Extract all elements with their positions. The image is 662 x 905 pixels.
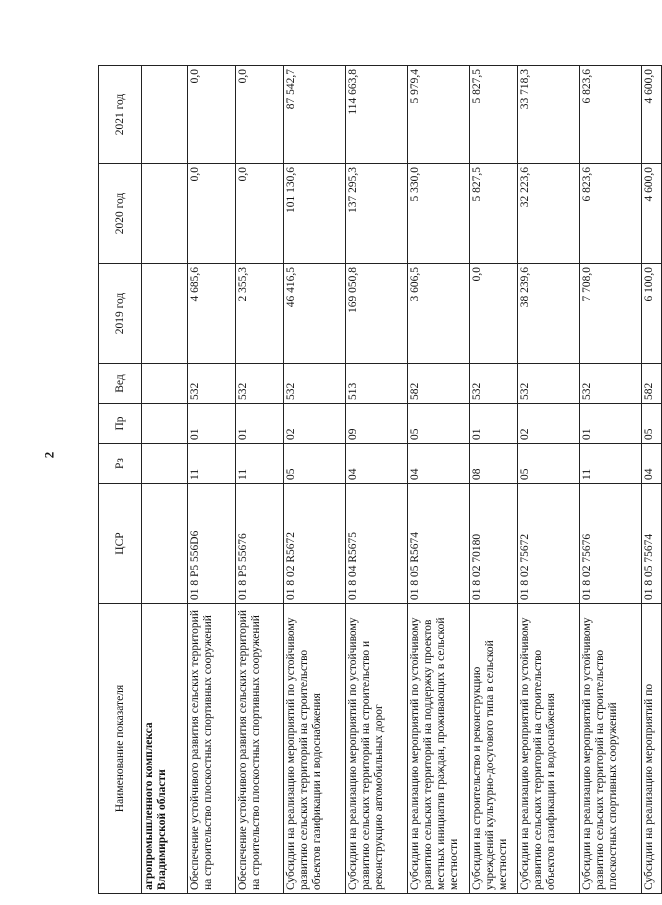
cell-rz: 04 xyxy=(346,444,408,484)
cell-ved: 532 xyxy=(518,364,580,404)
org-line: агропромышленного комплекса xyxy=(143,722,155,890)
cell-y2021: 5 979,4 xyxy=(408,66,470,164)
empty-cell xyxy=(142,364,188,404)
table-row xyxy=(580,66,642,894)
cell-y2019: 3 606,5 xyxy=(408,264,470,364)
cell-pr: 01 xyxy=(188,404,236,444)
cell-y2020: 5 827,5 xyxy=(470,164,518,264)
cell-y2019: 2 355,3 xyxy=(236,264,284,364)
cell-pr: 02 xyxy=(284,404,346,444)
cell-name: Субсидии на реализацию мероприятий по устойчивому развитию сельских территорий на строительство объектов газификации и водоснабжения xyxy=(284,604,346,894)
cell-y2021: 4 600,0 xyxy=(642,66,662,164)
header-pr: Пр xyxy=(99,404,142,444)
cell-ved: 582 xyxy=(642,364,662,404)
cell-rz: 11 xyxy=(236,444,284,484)
cell-name: Обеспечение устойчивого развития сельских территорий на строительство плоскостных спортивных сооружений xyxy=(236,604,284,894)
cell-rz: 04 xyxy=(408,444,470,484)
cell-y2020: 6 823,6 xyxy=(580,164,642,264)
cell-y2020: 5 330,0 xyxy=(408,164,470,264)
empty-cell xyxy=(142,444,188,484)
header-rz: Рз xyxy=(99,444,142,484)
cell-y2019: 0,0 xyxy=(470,264,518,364)
cell-name: Субсидии на строительство и реконструкцию учреждений культурно-досугового типа в сельской местности xyxy=(470,604,518,894)
cell-y2019: 46 416,5 xyxy=(284,264,346,364)
table-row xyxy=(518,66,580,894)
header-2021: 2021 год xyxy=(99,66,142,164)
empty-cell xyxy=(142,404,188,444)
table-row xyxy=(188,66,236,894)
cell-name: Обеспечение устойчивого развития сельских территорий на строительство плоскостных спортивных сооружений xyxy=(188,604,236,894)
header-row xyxy=(99,66,142,894)
table-row xyxy=(408,66,470,894)
cell-y2020: 137 295,3 xyxy=(346,164,408,264)
cell-csr: 01 8 02 75676 xyxy=(580,484,642,604)
empty-cell xyxy=(142,484,188,604)
cell-pr: 01 xyxy=(580,404,642,444)
cell-csr: 01 8 P5 556D6 xyxy=(188,484,236,604)
cell-y2020: 101 130,6 xyxy=(284,164,346,264)
cell-ved: 513 xyxy=(346,364,408,404)
empty-cell xyxy=(142,164,188,264)
cell-y2019: 7 708,0 xyxy=(580,264,642,364)
cell-name: Субсидии на реализацию мероприятий по устойчивому развитию сельских территорий на строительство объектов газификации и водоснабжения xyxy=(518,604,580,894)
cell-y2021: 6 823,6 xyxy=(580,66,642,164)
budget-table xyxy=(98,65,662,894)
header-csr: ЦСР xyxy=(99,484,142,604)
cell-csr: 01 8 05 R5674 xyxy=(408,484,470,604)
cell-y2021: 33 718,3 xyxy=(518,66,580,164)
cell-y2021: 114 663,8 xyxy=(346,66,408,164)
cell-name: Субсидии на реализацию мероприятий по устойчивому развитию сельских территорий на строительство плоскостных спортивных сооружений xyxy=(580,604,642,894)
cell-rz: 08 xyxy=(470,444,518,484)
cell-pr: 02 xyxy=(518,404,580,444)
cell-y2021: 87 542,7 xyxy=(284,66,346,164)
cell-y2020: 0,0 xyxy=(236,164,284,264)
table-row xyxy=(470,66,518,894)
cell-csr: 01 8 04 R5675 xyxy=(346,484,408,604)
cell-csr: 01 8 02 R5672 xyxy=(284,484,346,604)
cell-rz: 11 xyxy=(188,444,236,484)
header-ved: Вед xyxy=(99,364,142,404)
org-cell xyxy=(142,604,188,894)
cell-y2019: 38 239,6 xyxy=(518,264,580,364)
org-line: Владимирской области xyxy=(156,769,168,890)
cell-csr: 01 8 P5 55676 xyxy=(236,484,284,604)
cell-y2021: 5 827,5 xyxy=(470,66,518,164)
cell-pr: 01 xyxy=(236,404,284,444)
cell-name: Субсидии на реализацию мероприятий по устойчивому развитию сельских территорий на поддержку проектов местных инициатив граждан, проживающих в сельской местности xyxy=(408,604,470,894)
cell-pr: 05 xyxy=(408,404,470,444)
cell-rz: 05 xyxy=(518,444,580,484)
cell-name: Субсидии на реализацию мероприятий по xyxy=(642,604,662,894)
cell-y2019: 6 100,0 xyxy=(642,264,662,364)
cell-y2021: 0,0 xyxy=(236,66,284,164)
cell-rz: 05 xyxy=(284,444,346,484)
header-2019: 2019 год xyxy=(99,264,142,364)
cell-ved: 532 xyxy=(284,364,346,404)
cell-ved: 532 xyxy=(188,364,236,404)
cell-ved: 532 xyxy=(470,364,518,404)
cell-y2020: 0,0 xyxy=(188,164,236,264)
table-row xyxy=(236,66,284,894)
cell-y2019: 169 050,8 xyxy=(346,264,408,364)
org-row xyxy=(142,66,188,894)
header-2020: 2020 год xyxy=(99,164,142,264)
cell-pr: 05 xyxy=(642,404,662,444)
cell-ved: 532 xyxy=(236,364,284,404)
empty-cell xyxy=(142,66,188,164)
cell-csr: 01 8 05 75674 xyxy=(642,484,662,604)
cell-ved: 532 xyxy=(580,364,642,404)
cell-pr: 01 xyxy=(470,404,518,444)
cell-pr: 09 xyxy=(346,404,408,444)
cell-csr: 01 8 02 70180 xyxy=(470,484,518,604)
cell-ved: 582 xyxy=(408,364,470,404)
cell-y2020: 32 223,6 xyxy=(518,164,580,264)
cell-y2021: 0,0 xyxy=(188,66,236,164)
table-row xyxy=(642,66,662,894)
cell-name: Субсидии на реализацию мероприятий по устойчивому развитию сельских территорий на строительство и реконструкцию автомобильных дорог xyxy=(346,604,408,894)
header-name: Наименование показателя xyxy=(99,604,142,894)
page-number: 2 xyxy=(41,451,57,459)
cell-csr: 01 8 02 75672 xyxy=(518,484,580,604)
cell-y2019: 4 685,6 xyxy=(188,264,236,364)
rotated-page xyxy=(98,66,655,894)
cell-rz: 04 xyxy=(642,444,662,484)
cell-rz: 11 xyxy=(580,444,642,484)
table-row xyxy=(284,66,346,894)
table-row xyxy=(346,66,408,894)
cell-y2020: 4 600,0 xyxy=(642,164,662,264)
empty-cell xyxy=(142,264,188,364)
